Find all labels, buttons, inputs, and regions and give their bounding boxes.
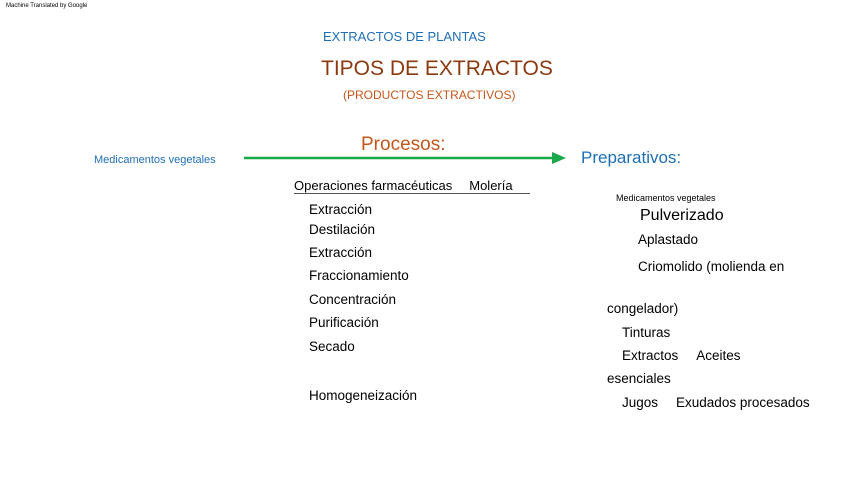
operations-divider — [294, 193, 530, 194]
process-item: Homogeneización — [309, 388, 418, 403]
flow-arrow-icon — [244, 151, 569, 165]
preparation-oils: Aceites — [696, 348, 741, 363]
supertitle: EXTRACTOS DE PLANTAS — [323, 29, 486, 44]
preparation-cryo-line1: Criomolido (molienda en — [638, 259, 785, 274]
processes-heading: Procesos: — [361, 134, 446, 155]
preparation-extracts: Extractos — [622, 348, 679, 363]
process-item: Purificación — [309, 315, 379, 330]
process-item: Concentración — [309, 292, 397, 307]
preparation-juices-row — [622, 395, 810, 410]
process-item: Extracción — [309, 245, 373, 260]
operations-extra: Molería — [469, 178, 513, 193]
preparation-tinctures: Tinturas — [622, 325, 671, 340]
page-title: TIPOS DE EXTRACTOS — [321, 57, 553, 80]
preparations-small-label: Medicamentos vegetales — [616, 193, 716, 203]
process-item: Secado — [309, 339, 355, 354]
preparation-pulverized: Pulverizado — [640, 207, 724, 224]
process-item: Fraccionamiento — [309, 268, 409, 283]
page-subtitle: (PRODUCTOS EXTRACTIVOS) — [343, 88, 516, 102]
preparation-essential: esenciales — [607, 371, 671, 386]
preparation-crushed: Aplastado — [638, 232, 699, 247]
source-label: Medicamentos vegetales — [94, 154, 216, 166]
operations-label: Operaciones farmacéuticas — [294, 178, 453, 193]
process-item: Destilación — [309, 222, 376, 237]
machine-translated-note: Machine Translated by Google — [6, 3, 88, 9]
preparations-heading: Preparativos: — [581, 148, 682, 167]
preparation-juices: Jugos — [622, 395, 659, 410]
process-item: Extracción — [309, 202, 373, 217]
preparation-exudates: Exudados procesados — [676, 395, 810, 410]
preparation-extracts-row — [622, 348, 741, 363]
preparation-cryo-line2: congelador) — [607, 301, 679, 316]
operations-row — [294, 178, 513, 193]
